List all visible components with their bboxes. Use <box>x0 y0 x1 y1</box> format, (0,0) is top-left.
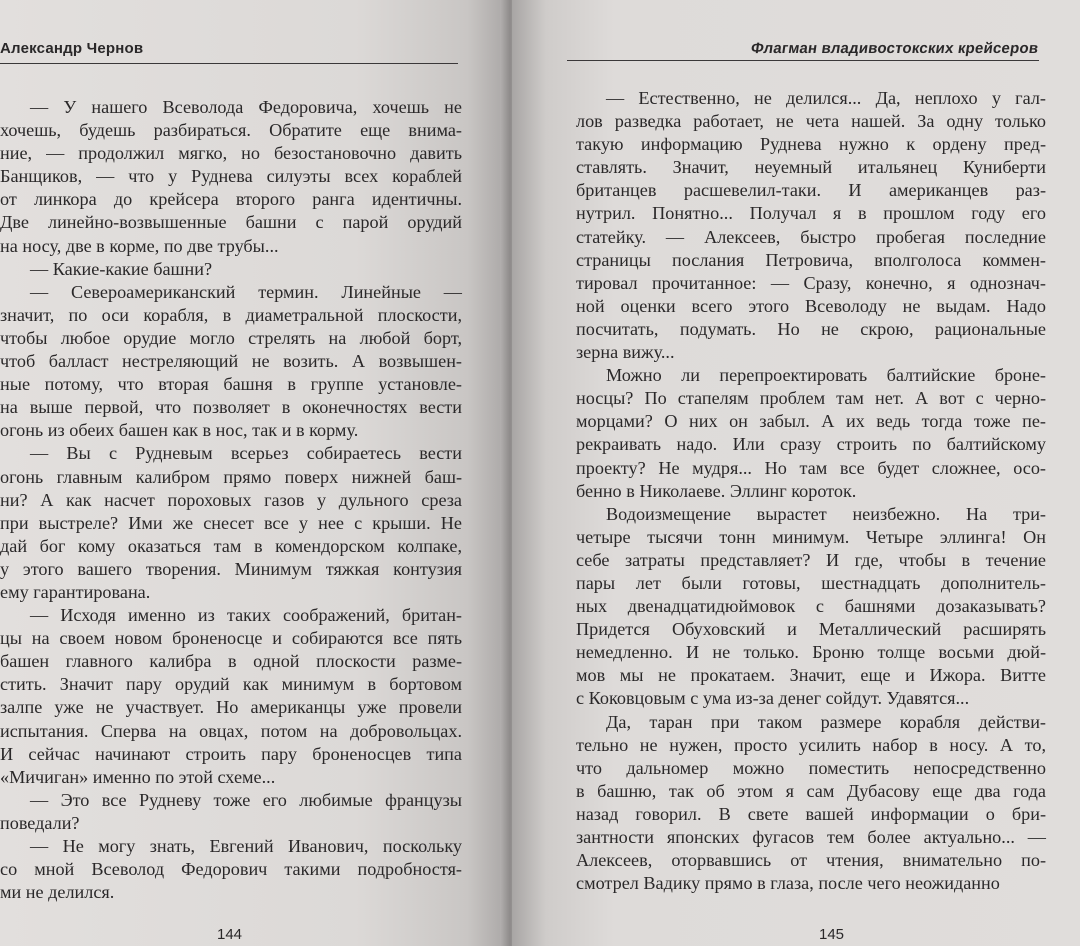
text-line: стить. Значит пару орудий как минимум в бортовом <box>0 674 462 695</box>
text-line: — Естественно, не делился... Да, неплохо у гал- <box>606 88 1046 108</box>
text-line: страницы послания Петровича, вполголоса коммен- <box>576 249 1046 270</box>
text-line: британцев расшевелил-таки. И американцев раз- <box>576 180 1046 201</box>
text-line: испытания. Сперва на овцах, потом на добровольцах. <box>0 720 462 741</box>
text-line: поведали? <box>0 812 80 833</box>
text-line: значит, по оси корабля, в диаметральной плоскости, <box>0 304 462 325</box>
text-line: проекту? Не мудря... Но там все будет сложнее, осо- <box>576 457 1046 478</box>
text-line: Алексеев, оторвавшись от чтения, внимательно по- <box>576 850 1046 871</box>
text-line: ные потому, что вторая башня в группе установле- <box>0 374 462 395</box>
text-line: Можно ли перепроектировать балтийские броне- <box>606 365 1046 386</box>
text-line: ставлять. Значит, неуемный итальянец Куниберти <box>576 157 1046 178</box>
text-line: хочешь, будешь разбираться. Обратите еще внима- <box>0 120 462 141</box>
running-head-left: Александр Чернов <box>0 40 144 57</box>
text-line: — Не могу знать, Евгений Иванович, поскольку <box>30 836 462 856</box>
text-line: — Исходя именно из таких соображений, британ- <box>30 605 462 626</box>
text-line: тировал прочитанное: — Сразу, конечно, я однознач- <box>576 272 1046 293</box>
text-line: залпе уже не участвует. Но американцы уже провели <box>0 697 462 718</box>
text-line: носцы? По стапелям проблем там нет. А вот с черно- <box>576 388 1046 409</box>
text-line: цы на своем новом броненосце и собираются все пять <box>0 628 462 649</box>
text-line: — Вы с Рудневым всерьез собираетесь вести <box>30 443 462 464</box>
header-rule-left <box>0 63 458 64</box>
text-line: рекраивать надо. Или сразу строить по балтийскому <box>576 434 1046 455</box>
page-number-left: 144 <box>217 926 243 943</box>
text-line: зерна вижу... <box>576 342 675 363</box>
text-line: что дальномер можно поместить непосредственно <box>576 757 1046 778</box>
text-line: смотрел Вадику прямо в глаза, после чего неожиданно <box>576 873 1000 894</box>
text-line: зантности японских фугасов тем более актуально... — <box>576 827 1046 847</box>
running-head-right: Флагман владивостокских крейсеров <box>749 40 1040 57</box>
page-number-right: 145 <box>819 926 845 943</box>
text-line: «Мичиган» именно по этой схеме... <box>0 766 276 787</box>
left-page-text <box>0 96 462 904</box>
text-line: тельно не нужен, просто усилить набор в носу. А то, <box>576 734 1046 755</box>
text-line: Придется Обуховский и Металлический расширять <box>576 619 1046 640</box>
text-line: назад говорил. В свете вашей информации о бри- <box>576 803 1046 824</box>
text-line: — Это все Рудневу тоже его любимые французы <box>30 789 462 810</box>
text-line: ми не делился. <box>0 882 115 903</box>
text-line: посчитать, подумать. Но не скрою, рациональные <box>576 318 1046 339</box>
text-line: ных двенадцатидюймовок с башнями дозаказывать? <box>576 596 1046 617</box>
text-line: И сейчас начинают строить пару броненосцев типа <box>0 743 462 764</box>
text-line: Банщиков, — что у Руднева силуэты всех кораблей <box>0 166 462 187</box>
left-page <box>0 0 508 946</box>
text-line: на носу, две в корме, по две трубы... <box>0 235 279 256</box>
right-page <box>512 0 1080 946</box>
text-line: чтобы любое орудие могло стрелять на любой борт, <box>0 327 462 348</box>
text-line: статейку. — Алексеев, быстро пробегая последние <box>576 226 1046 247</box>
text-line: четыре тысячи тонн минимум. Четыре эллинга! Он <box>576 526 1046 547</box>
text-line: — У нашего Всеволода Федоровича, хочешь не <box>30 97 462 117</box>
header-rule-right <box>567 60 1039 61</box>
text-line: огонь из обеих башен как в нос, так и в корму. <box>0 420 359 441</box>
text-line: со мной Всеволод Федорович такими подробностя- <box>0 859 462 880</box>
text-line: бенно в Николаеве. Эллинг короток. <box>576 480 857 501</box>
text-line: мов мы не прокатаем. Значит, еще и Ижора. Витте <box>576 665 1046 686</box>
text-line: Водоизмещение вырастет неизбежно. На три- <box>606 503 1046 524</box>
text-line: башен главного калибра в одной плоскости разме- <box>0 651 462 672</box>
text-line: нутрил. Понятно... Получал я в прошлом году его <box>576 203 1046 224</box>
text-line: у этого вашего творения. Минимум тяжкая контузия <box>0 558 462 579</box>
text-line: себе затраты представляет? И где, чтобы в течение <box>576 549 1046 570</box>
text-line: ной оценки всего этого Всеволоду не выдам. Надо <box>576 295 1046 316</box>
text-line: — Какие-какие башни? <box>30 258 213 279</box>
text-line: такую информацию Руднева нужно к ордену пред- <box>576 134 1046 155</box>
text-line: от линкора до крейсера второго ранга идентичны. <box>0 189 462 210</box>
text-line: при выстреле? Ими же снесет все у нее с крыши. Не <box>0 512 462 533</box>
text-line: огонь главным калибром прямо поверх нижней баш- <box>0 466 462 487</box>
text-line: морцами? О них он забыл. А их ведь тогда тоже пе- <box>576 411 1046 432</box>
text-line: Да, таран при таком размере корабля действи- <box>606 711 1046 732</box>
text-line: немедленно. И не только. Броню толще восьми дюй- <box>576 642 1046 663</box>
right-page-text <box>576 87 1046 895</box>
text-line: ние, — продолжил мягко, но безостановочно давить <box>0 143 462 164</box>
text-line: чтоб балласт нестреляющий не возить. А возвышен- <box>0 351 462 372</box>
text-line: ни? А как насчет пороховых газов у дульного среза <box>0 489 462 510</box>
text-line: на выше первой, что позволяет в оконечностях вести <box>0 397 462 418</box>
text-line: с Коковцовым с ума из-за денег сойдут. Удавятся... <box>576 688 970 709</box>
text-line: пары лет были готовы, шестнадцать дополнитель- <box>576 572 1046 593</box>
text-line: в башню, так об этом я сам Дубасову еще два года <box>576 780 1046 801</box>
text-line: — Североамериканский термин. Линейные — <box>30 281 462 302</box>
text-line: лов разведка работает, не чета нашей. За одну только <box>576 111 1046 132</box>
text-line: дай бог кому оказаться там в комендорском колпаке, <box>0 535 462 556</box>
text-line: ему гарантирована. <box>0 581 151 602</box>
text-line: Две линейно-возвышенные башни с парой орудий <box>0 212 462 233</box>
